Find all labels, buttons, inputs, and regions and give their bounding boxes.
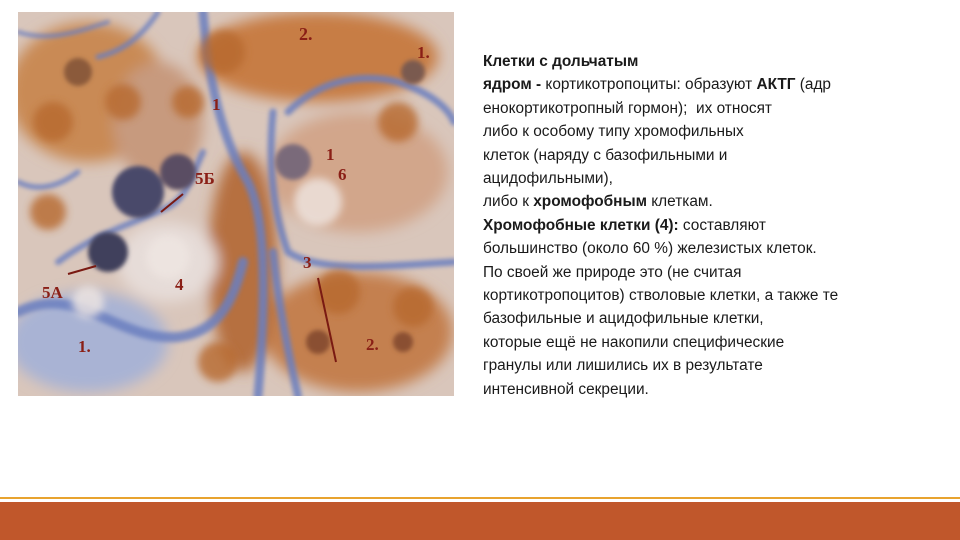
text-line-7-post: клеткам.	[647, 193, 713, 211]
text-line-12: базофильные и ацидофильные клетки,	[483, 310, 764, 328]
text-line-8	[483, 214, 923, 237]
text-line-2-part: кортикотропоциты: образуют	[541, 76, 757, 94]
label-5a: 5А	[42, 283, 63, 302]
text-line-2-tail: (адр	[795, 76, 831, 94]
text-line-6: ацидофильными),	[483, 170, 613, 188]
label-1-right: 1	[326, 145, 335, 164]
description-text	[483, 50, 923, 401]
text-line-14: гранулы или лишились их в результате	[483, 357, 763, 375]
micrograph-svg	[18, 12, 454, 396]
text-line-2	[483, 73, 923, 96]
heading-lobed-nucleus-cells: Клетки с дольчатым	[483, 53, 639, 70]
label-1-top-right: 1.	[417, 43, 430, 62]
label-5b: 5Б	[195, 169, 215, 188]
text-line-3: енокортикотропный гормон); их относят	[483, 99, 772, 117]
label-3: 3	[303, 253, 312, 272]
chromophobe-term: хромофобным	[533, 193, 647, 211]
footer-accent-line	[0, 497, 960, 499]
text-line-8-rest: составляют	[678, 216, 766, 234]
text-line-11: кортикотропоцитов) стволовые клетки, а также те	[483, 287, 839, 305]
text-line-10: По своей же природе это (не считая	[483, 263, 742, 281]
heading-chromophobe-cells: Хромофобные клетки (4):	[483, 216, 679, 234]
text-line-13: которые ещё не накопили специфические	[483, 333, 785, 351]
text-line-7	[483, 190, 923, 213]
text-line-7-pre: либо к	[483, 193, 534, 211]
footer-accent-bar	[0, 502, 960, 540]
label-2-bottom-right: 2.	[366, 335, 379, 354]
text-line-1	[483, 50, 923, 73]
heading-nucleus-word: ядром -	[483, 76, 542, 94]
label-4: 4	[175, 275, 184, 294]
label-2-top: 2.	[299, 24, 313, 44]
text-line-15: интенсивной секреции.	[483, 380, 649, 398]
text-line-4: либо к особому типу хромофильных	[483, 123, 744, 141]
acth-term: АКТГ	[756, 76, 796, 94]
micrograph-image	[18, 12, 454, 396]
text-line-5: клеток (наряду с базофильными и	[483, 146, 728, 164]
label-6: 6	[338, 165, 347, 184]
label-1-center: 1	[212, 95, 221, 114]
text-line-9: большинство (около 60 %) железистых клеток.	[483, 240, 817, 258]
label-1-bottom-left: 1.	[78, 337, 91, 356]
